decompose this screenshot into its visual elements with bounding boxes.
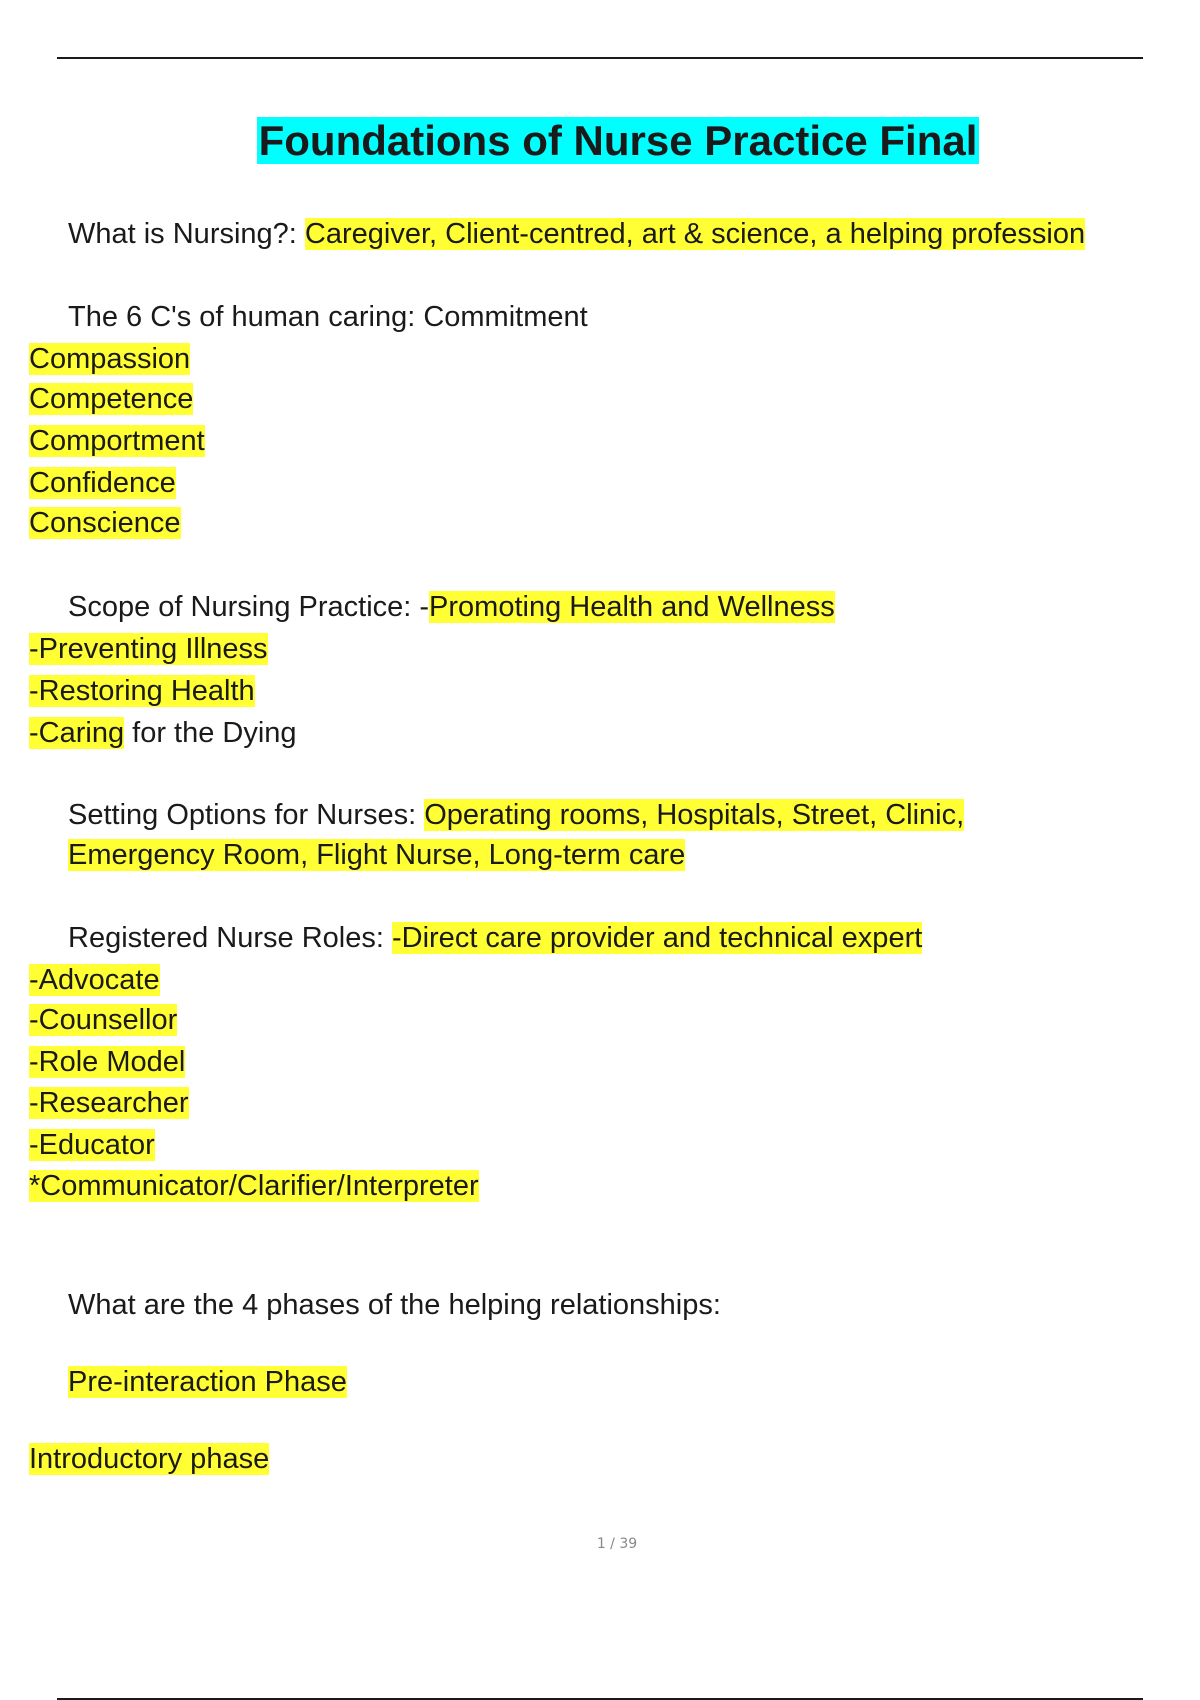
phase-item: Introductory phase xyxy=(29,1443,270,1475)
six-cs-item: Competence xyxy=(29,383,194,415)
page-title-text: Foundations of Nurse Practice Final xyxy=(258,117,978,164)
roles-item: -Advocate xyxy=(29,964,160,996)
nursing-answer: Caregiver, Client-centred, art & science, a helping profession xyxy=(304,218,1086,250)
roles-label: Registered Nurse Roles: xyxy=(68,922,392,954)
scope-item: -Restoring Health xyxy=(29,675,255,707)
scope-item: -Preventing Illness xyxy=(29,633,268,665)
six-cs-item: Compassion xyxy=(29,343,191,375)
scope-item: -Caring for the Dying xyxy=(29,717,297,749)
roles-item: *Communicator/Clarifier/Interpreter xyxy=(29,1170,479,1202)
top-rule xyxy=(57,57,1143,59)
settings-label: Setting Options for Nurses: xyxy=(68,799,425,831)
page-indicator: 1 / 39 xyxy=(596,1536,638,1552)
settings-answer: Operating rooms, Hospitals, Street, Clinic, xyxy=(424,799,965,831)
six-cs-heading: The 6 C's of human caring: Commitment xyxy=(68,301,588,333)
settings-line xyxy=(68,795,964,835)
roles-item: -Direct care provider and technical expert xyxy=(391,922,923,954)
phases-question: What are the 4 phases of the helping relationships: xyxy=(68,1289,721,1321)
six-cs-item: Confidence xyxy=(29,467,176,499)
nursing-definition-line xyxy=(68,214,1085,254)
roles-item: -Counsellor xyxy=(29,1004,178,1036)
roles-item: -Researcher xyxy=(29,1087,189,1119)
roles-item: -Educator xyxy=(29,1129,155,1161)
roles-heading-line xyxy=(68,918,922,958)
nursing-question: What is Nursing?: xyxy=(68,218,305,250)
roles-item: -Role Model xyxy=(29,1046,186,1078)
scope-item: Promoting Health and Wellness xyxy=(429,591,835,623)
scope-label: Scope of Nursing Practice: - xyxy=(68,591,430,623)
six-cs-item: Conscience xyxy=(29,507,181,539)
six-cs-item: Comportment xyxy=(29,425,205,457)
settings-line-continued: Emergency Room, Flight Nurse, Long-term care xyxy=(68,839,686,871)
page-title xyxy=(0,112,1200,170)
scope-heading-line xyxy=(68,587,835,627)
phase-item: Pre-interaction Phase xyxy=(68,1366,347,1398)
